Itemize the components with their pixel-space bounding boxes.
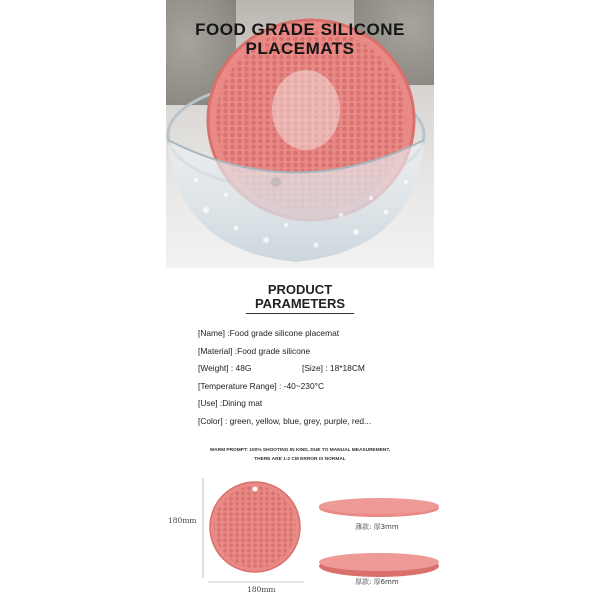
parameters-heading [220, 283, 380, 311]
warm-prompt-note [150, 446, 450, 464]
param-weight-size-row [198, 360, 458, 378]
param-use: [Use] :Dining mat [198, 398, 263, 408]
param-temperature: [Temperature Range] : -40~230°C [198, 380, 325, 391]
param-color: [Color] : green, yellow, blue, grey, purple, red... [198, 415, 372, 426]
heading-underline [246, 313, 354, 314]
banner-title [166, 20, 434, 58]
product-photo [166, 0, 434, 268]
param-name: [Name] :Food grade silicone placemat [198, 328, 340, 338]
banner-title-line1: FOOD GRADE SILICONE [195, 20, 405, 39]
parameters-heading-line2: PARAMETERS [254, 296, 346, 311]
param-material: [Material] :Food grade silicone [198, 345, 311, 356]
mat-top-hole [253, 487, 258, 492]
parameters-list [198, 325, 458, 430]
dimension-drawing [0, 470, 600, 600]
warm-prompt-line1: WARM PROMPT: 100% SHOOTING IN KIND, DUE TO MANUAL MEASUREMENT, [209, 448, 391, 453]
param-size: [Size] : 18*18CM [302, 363, 365, 373]
dimension-diagram [0, 470, 600, 600]
thin-version-caption: 薄款: 厚3mm [355, 523, 399, 531]
banner-title-line2: PLACEMATS [245, 39, 355, 58]
param-weight: [Weight] : 48G [198, 363, 252, 373]
height-label: 180mm [168, 516, 197, 525]
width-label: 180mm [247, 585, 276, 594]
parameters-heading-line1: PRODUCT [267, 282, 333, 297]
thick-version-caption: 厚款: 厚6mm [355, 578, 399, 586]
warm-prompt-line2: THERE ARE 1-2 CM ERROR IS NORMAL [254, 457, 346, 462]
